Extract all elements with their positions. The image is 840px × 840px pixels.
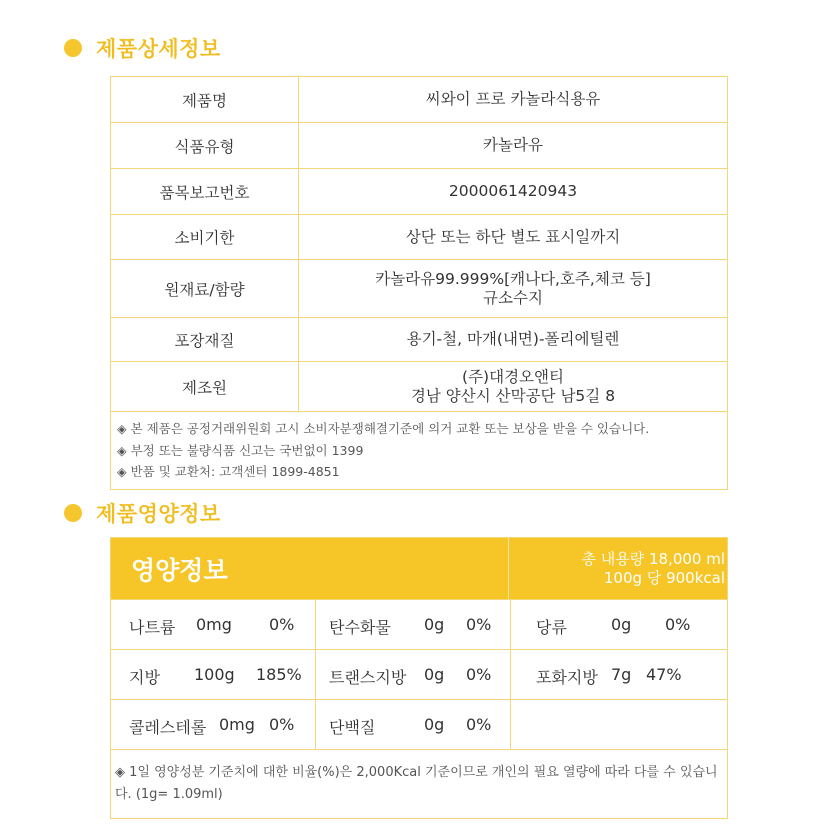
info-value — [299, 260, 727, 317]
info-label: 포장재질 — [111, 318, 299, 361]
note-line: ◈ 반품 및 교환처: 고객센터 1899-4851 — [117, 464, 340, 479]
nutrient-name: 지방 — [129, 668, 160, 687]
nutrition-meta — [508, 538, 727, 599]
section-header-nutrition — [64, 498, 221, 528]
nutrition-row — [111, 700, 727, 750]
nutrient-amount: 0g — [424, 665, 445, 684]
nutrient-percent: 0% — [269, 615, 295, 634]
nutrient-cell — [316, 700, 511, 749]
info-label: 소비기한 — [111, 215, 299, 259]
calories-per-100g: 100g 당 900kcal — [603, 568, 725, 587]
nutrient-amount: 7g — [611, 665, 632, 684]
section-title: 제품상세정보 — [96, 37, 221, 61]
nutrient-name: 단백질 — [329, 718, 376, 737]
nutrient-name: 콜레스테롤 — [129, 718, 207, 737]
info-value-line: (주)대경오앤티 — [462, 367, 564, 386]
nutrient-name: 트랜스지방 — [329, 668, 407, 687]
info-value-line: 상단 또는 하단 별도 표시일까지 — [405, 227, 621, 246]
info-value — [299, 318, 727, 361]
info-value-line: 2000061420943 — [448, 182, 578, 200]
nutrient-amount: 100g — [194, 665, 235, 684]
bullet-dot-icon — [64, 504, 82, 522]
note-line: ◈ 본 제품은 공정거래위원회 고시 소비자분쟁해결기준에 의거 교환 또는 보상을 받을 수 있습니다. — [117, 421, 650, 436]
nutrient-amount: 0g — [424, 615, 445, 634]
note-line: ◈ 부정 또는 불량식품 신고는 국번없이 1399 — [117, 442, 364, 458]
info-value — [299, 77, 727, 122]
info-value — [299, 123, 727, 168]
info-row — [111, 169, 727, 215]
info-label: 제품명 — [111, 77, 299, 122]
info-row — [111, 362, 727, 412]
nutrition-table — [110, 537, 728, 819]
section-title: 제품영양정보 — [96, 502, 221, 526]
nutrient-cell-empty — [511, 700, 727, 749]
nutrient-cell — [111, 650, 316, 699]
nutrient-name: 나트륨 — [129, 618, 176, 637]
nutrient-amount: 0mg — [196, 615, 232, 634]
info-label: 원재료/함량 — [111, 260, 299, 317]
nutrition-header — [111, 538, 727, 600]
nutrient-percent: 0% — [466, 715, 492, 734]
info-notes — [111, 412, 727, 489]
nutrient-percent: 0% — [466, 615, 492, 634]
nutrition-row — [111, 650, 727, 700]
nutrition-title: 영양정보 — [131, 555, 228, 585]
info-value-line: 카놀라유99.999%[캐나다,호주,체코 등] — [375, 269, 651, 288]
product-info-table — [110, 76, 728, 490]
info-row — [111, 215, 727, 260]
nutrition-row — [111, 600, 727, 650]
info-label: 품목보고번호 — [111, 169, 299, 214]
nutrient-percent: 0% — [466, 665, 492, 684]
nutrient-percent: 47% — [646, 665, 682, 684]
nutrient-amount: 0g — [611, 615, 632, 634]
nutrient-percent: 185% — [256, 665, 302, 684]
nutrient-amount: 0g — [424, 715, 445, 734]
nutrient-cell — [316, 650, 511, 699]
info-value — [299, 169, 727, 214]
section-header-product-detail — [64, 33, 221, 63]
nutrient-cell — [111, 700, 316, 749]
info-value-line: 씨와이 프로 카놀라식용유 — [425, 90, 601, 108]
info-value — [299, 362, 727, 411]
bullet-dot-icon — [64, 39, 82, 57]
nutrient-cell — [511, 600, 727, 649]
nutrient-cell — [111, 600, 316, 649]
info-value-line: 규소수지 — [483, 288, 543, 307]
nutrition-footnote: ◈ 1일 영양성분 기준치에 대한 비율(%)은 2,000Kcal 기준이므로 개인의 필요 열량에 따라 다를 수 있습니다. (1g= 1.09ml) — [115, 765, 718, 802]
info-row — [111, 123, 727, 169]
info-label: 식품유형 — [111, 123, 299, 168]
nutrient-cell — [511, 650, 727, 699]
nutrient-name: 포화지방 — [536, 668, 598, 687]
nutrient-percent: 0% — [665, 615, 691, 634]
nutrient-cell — [316, 600, 511, 649]
info-label: 제조원 — [111, 362, 299, 411]
info-value-line: 경남 양산시 산막공단 남5길 8 — [410, 386, 616, 405]
info-value — [299, 215, 727, 259]
total-volume: 총 내용량 18,000 ml — [581, 549, 725, 568]
info-value-line: 용기-철, 마개(내면)-폴리에틸렌 — [406, 330, 620, 348]
nutrient-percent: 0% — [269, 715, 295, 734]
nutrient-name: 당류 — [536, 618, 567, 637]
nutrient-amount: 0mg — [219, 715, 255, 734]
info-row — [111, 318, 727, 362]
info-row — [111, 260, 727, 318]
info-value-line: 카놀라유 — [483, 136, 543, 154]
info-row — [111, 77, 727, 123]
nutrient-name: 탄수화물 — [329, 618, 391, 637]
